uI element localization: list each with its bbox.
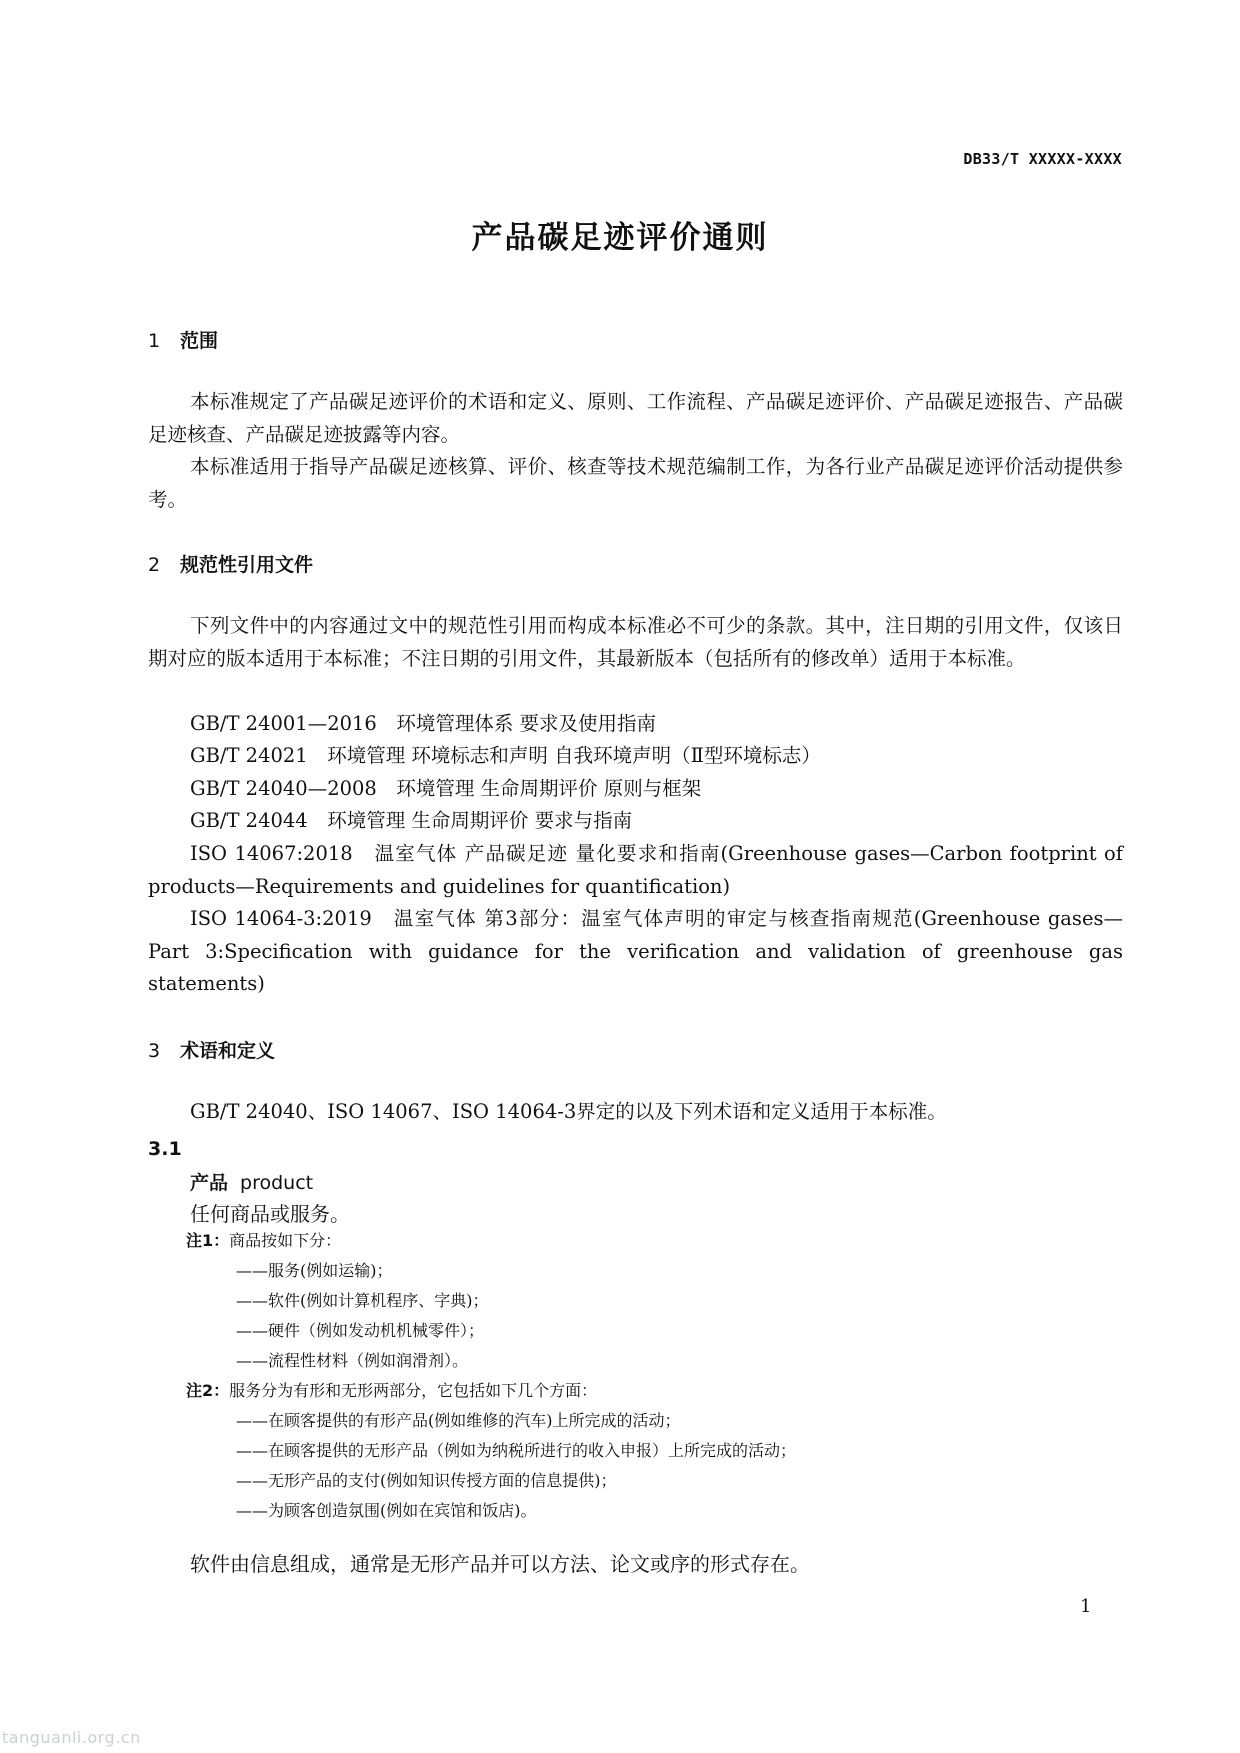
note-1-item: ——硬件（例如发动机机械零件）； xyxy=(236,1321,485,1340)
note-2-item: ——在顾客提供的有形产品(例如维修的汽车)上所完成的活动； xyxy=(236,1411,681,1430)
term-number: 3.1 xyxy=(148,1138,182,1160)
note-label: 注1： xyxy=(186,1231,230,1250)
note-1-item: ——流程性材料（例如润滑剂）。 xyxy=(236,1351,469,1370)
section-title: 范围 xyxy=(180,330,219,352)
section-1-heading xyxy=(148,326,218,353)
note-1-item: ——服务(例如运输)； xyxy=(236,1261,393,1280)
note-2 xyxy=(186,1376,597,1406)
scope-paragraph-1: 本标准规定了产品碳足迹评价的术语和定义、原则、工作流程、产品碳足迹评价、产品碳足迹报告、产品碳足迹核查、产品碳足迹披露等内容。 xyxy=(148,390,1123,446)
page-number: 1 xyxy=(1080,1596,1092,1617)
term-english: product xyxy=(240,1172,314,1194)
reference-item: GB/T 24021 环境管理 环境标志和声明 自我环境声明（Ⅱ型环境标志） xyxy=(190,744,821,767)
scope-paragraph-2: 本标准适用于指导产品碳足迹核算、评价、核查等技术规范编制工作，为各行业产品碳足迹评价活动提供参考。 xyxy=(148,455,1123,511)
section-number: 1 xyxy=(148,330,161,352)
standard-code: DB33/T XXXXX-XXXX xyxy=(963,150,1122,168)
note-label: 注2： xyxy=(186,1381,230,1400)
reference-item: GB/T 24040—2008 环境管理 生命周期评价 原则与框架 xyxy=(190,777,702,800)
note-2-item: ——为顾客创造氛围(例如在宾馆和饭店)。 xyxy=(236,1501,537,1520)
term-chinese: 产品 xyxy=(190,1172,229,1194)
reference-item: GB/T 24001—2016 环境管理体系 要求及使用指南 xyxy=(190,712,657,735)
reference-item: ISO 14067:2018 温室气体 产品碳足迹 量化要求和指南(Greenhouse gases—Carbon footprint of products—Requirements and guidelines for quantification) xyxy=(148,842,1123,898)
note-2-item: ——无形产品的支付(例如知识传授方面的信息提供)； xyxy=(236,1471,617,1490)
term-definition: 任何商品或服务。 xyxy=(190,1202,350,1226)
section-title: 规范性引用文件 xyxy=(180,554,314,576)
section-title: 术语和定义 xyxy=(180,1040,276,1062)
reference-item: ISO 14064-3:2019 温室气体 第3部分：温室气体声明的审定与核查指南规范(Greenhouse gases—Part 3:Specification with guidance for the verification and validation of greenhouse gas statements) xyxy=(148,907,1123,995)
term-closing-sentence: 软件由信息组成，通常是无形产品并可以方法、论文或序的形式存在。 xyxy=(190,1552,810,1576)
note-2-item: ——在顾客提供的无形产品（例如为纳税所进行的收入申报）上所完成的活动； xyxy=(236,1441,797,1460)
references-intro: 下列文件中的内容通过文中的规范性引用而构成本标准必不可少的条款。其中，注日期的引用文件，仅该日期对应的版本适用于本标准；不注日期的引用文件，其最新版本（包括所有的修改单）适用于本标准。 xyxy=(148,614,1123,670)
section-3-heading xyxy=(148,1036,275,1063)
terms-intro: GB/T 24040、ISO 14067、ISO 14064-3界定的以及下列术语和定义适用于本标准。 xyxy=(190,1100,947,1123)
note-text: 商品按如下分： xyxy=(229,1231,342,1250)
reference-item: GB/T 24044 环境管理 生命周期评价 要求与指南 xyxy=(190,809,633,832)
term-heading xyxy=(190,1168,313,1195)
section-2-heading xyxy=(148,550,313,577)
note-1 xyxy=(186,1226,341,1256)
document-title: 产品碳足迹评价通则 xyxy=(471,220,769,256)
section-number: 2 xyxy=(148,554,161,576)
note-1-item: ——软件(例如计算机程序、字典)； xyxy=(236,1291,489,1310)
watermark: tanguanli.org.cn xyxy=(2,1728,141,1747)
section-number: 3 xyxy=(148,1040,161,1062)
note-text: 服务分为有形和无形两部分，它包括如下几个方面： xyxy=(229,1381,598,1400)
